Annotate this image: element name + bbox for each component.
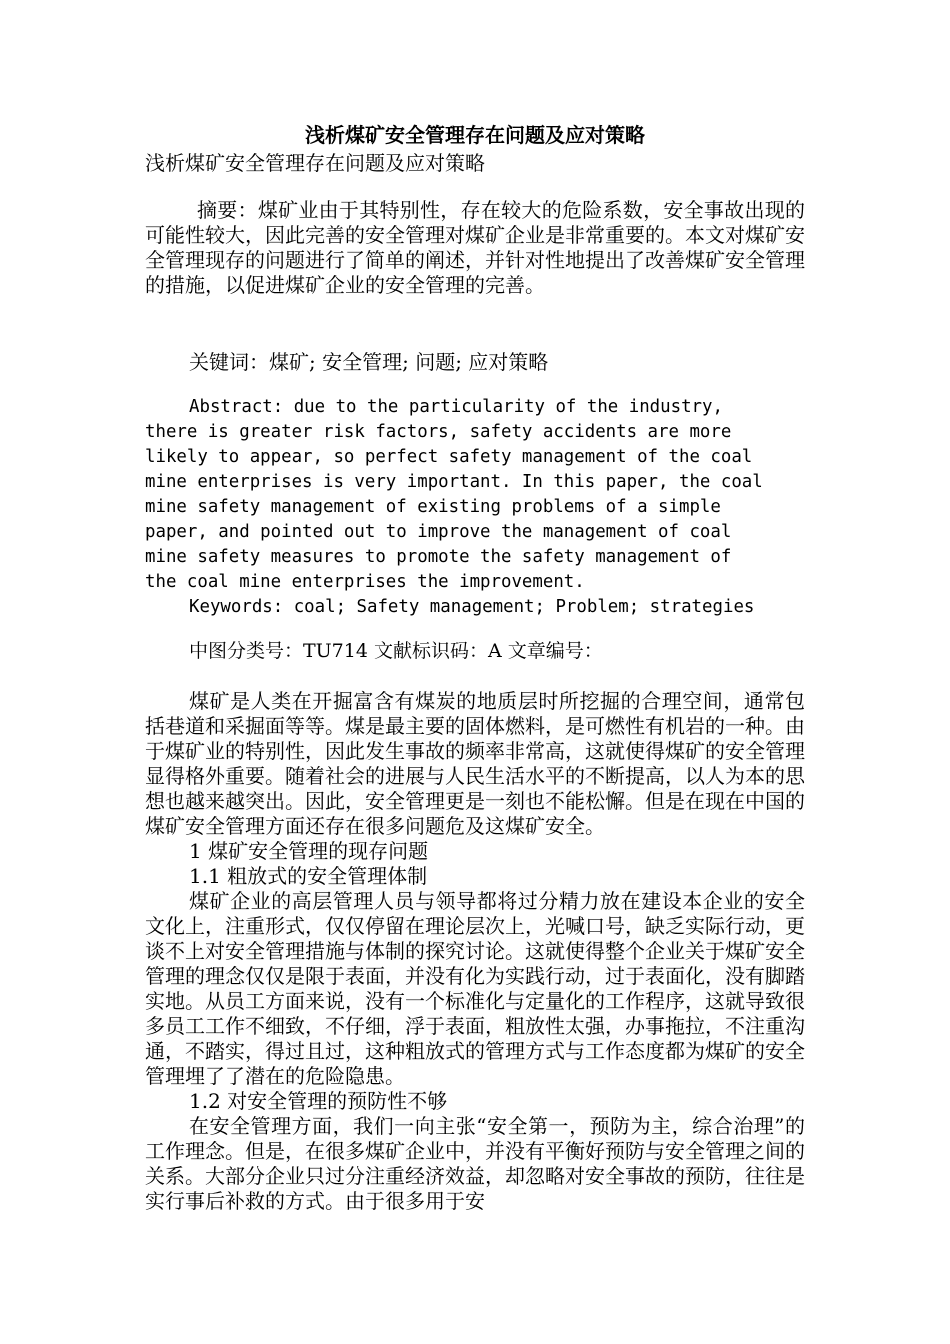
section-1-1-body: 煤矿企业的高层管理人员与领导都将过分精力放在建设本企业的安全文化上，注重形式，仅仅停留在理论层次上，光喊口号，缺乏实际行动，更谈不上对安全管理措施与体制的探究讨论。这就使得整个企业关于煤矿安全管理的理念仅仅是限于表面，并没有化为实践行动，过于表面化，没有脚踏实地。从员工方面来说，没有一个标准化与定量化的工作程序，这就导致很多员工工作不细致，不仔细，浮于表面，粗放性太强，办事拖拉，不注重沟通，不踏实，得过且过，这种粗放式的管理方式与工作态度都为煤矿的安全管理埋了了潜在的危险隐患。 xyxy=(145,889,805,1088)
classification-line: 中图分类号：TU714 文献标识码：A 文章编号： xyxy=(189,640,603,662)
chinese-abstract: 摘要：煤矿业由于其特别性，存在较大的危险系数，安全事故出现的可能性较大，因此完善的安全管理对煤矿企业是非常重要的。本文对煤矿安全管理现存的问题进行了简单的阐述，并针对性地提出了改善煤矿安全管理的措施，以促进煤矿企业的安全管理的完善。 xyxy=(145,198,805,297)
section-1-2-body: 在安全管理方面，我们一向主张“安全第一，预防为主，综合治理”的工作理念。但是，在很多煤矿企业中，并没有平衡好预防与安全管理之间的关系。大部分企业只过分注重经济效益，却忽略对安全事故的预防，往往是实行事后补救的方式。由于很多用于安 xyxy=(145,1114,805,1213)
section-1-heading: 1 煤矿安全管理的现存问题 xyxy=(189,839,429,863)
document-page xyxy=(145,120,805,1214)
section-1-2-heading: 1.2 对安全管理的预防性不够 xyxy=(189,1089,448,1113)
section-1-1-heading: 1.1 粗放式的安全管理体制 xyxy=(189,864,428,888)
document-title: 浅析煤矿安全管理存在问题及应对策略 xyxy=(305,123,645,147)
introduction-paragraph: 煤矿是人类在开掘富含有煤炭的地质层时所挖掘的合理空间，通常包括巷道和采掘面等等。煤是最主要的固体燃料，是可燃性有机岩的一种。由于煤矿业的特别性，因此发生事故的频率非常高，这就使得煤矿的安全管理显得格外重要。随着社会的进展与人民生活水平的不断提高，以人为本的思想也越来越突出。因此，安全管理更是一刻也不能松懈。但是在现在中国的煤矿安全管理方面还存在很多问题危及这煤矿安全。 xyxy=(145,689,805,838)
chinese-keywords: 关键词：煤矿; 安全管理; 问题; 应对策略 xyxy=(189,350,549,374)
english-abstract: Abstract: due to the particularity of the industry, there is greater risk factors, safety accidents are more likely to appear, so perfect safety management of the coal mine enterprises is very important. In this paper, the coal mine safety management of existing problems of a simple paper, and pointed out to improve the management of coal mine safety measures to promote the safety management of the coal mine enterprises the improvement. xyxy=(145,397,763,592)
english-keywords: Keywords: coal; Safety management; Problem; strategies xyxy=(189,597,755,617)
document-subtitle: 浅析煤矿安全管理存在问题及应对策略 xyxy=(145,151,485,175)
